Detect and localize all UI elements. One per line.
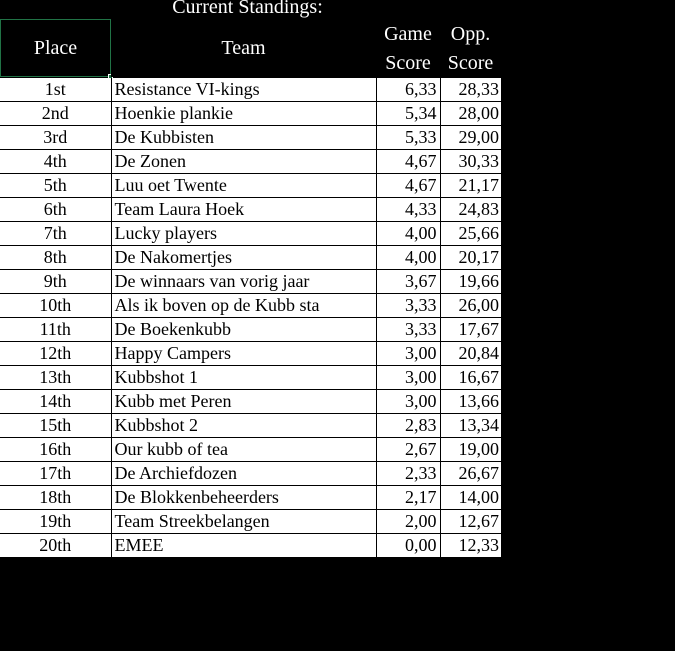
table-row: [0, 318, 501, 342]
place-cell[interactable]: 14th: [0, 390, 111, 414]
table-row: [0, 222, 501, 246]
header-place-cell[interactable]: [0, 19, 111, 77]
team-cell[interactable]: De Blokkenbeheerders: [111, 486, 376, 510]
standings-body: [0, 78, 501, 558]
game-score-cell[interactable]: 5,33: [376, 126, 440, 150]
game-score-cell[interactable]: 4,00: [376, 222, 440, 246]
game-score-cell[interactable]: 0,00: [376, 534, 440, 558]
header-place-label: Place: [33, 36, 78, 59]
game-score-cell[interactable]: 3,00: [376, 390, 440, 414]
table-row: [0, 510, 501, 534]
team-cell[interactable]: Kubbshot 1: [111, 366, 376, 390]
opp-score-cell[interactable]: 28,00: [440, 102, 501, 126]
game-score-cell[interactable]: 2,83: [376, 414, 440, 438]
team-cell[interactable]: Als ik boven op de Kubb sta: [111, 294, 376, 318]
game-score-cell[interactable]: 4,00: [376, 246, 440, 270]
opp-score-cell[interactable]: 13,34: [440, 414, 501, 438]
team-cell[interactable]: Team Streekbelangen: [111, 510, 376, 534]
game-score-cell[interactable]: 5,34: [376, 102, 440, 126]
team-cell[interactable]: Team Laura Hoek: [111, 198, 376, 222]
header-game-score-cell[interactable]: [376, 20, 440, 78]
opp-score-cell[interactable]: 26,67: [440, 462, 501, 486]
standings-table: [0, 78, 501, 558]
table-row: [0, 102, 501, 126]
table-row: [0, 366, 501, 390]
team-cell[interactable]: Kubb met Peren: [111, 390, 376, 414]
opp-score-cell[interactable]: 28,33: [440, 78, 501, 102]
opp-score-cell[interactable]: 20,84: [440, 342, 501, 366]
game-score-cell[interactable]: 3,67: [376, 270, 440, 294]
game-score-cell[interactable]: 2,00: [376, 510, 440, 534]
opp-score-cell[interactable]: 13,66: [440, 390, 501, 414]
opp-score-cell[interactable]: 12,33: [440, 534, 501, 558]
table-row: [0, 78, 501, 102]
header-opp-score-line2: Score: [447, 52, 494, 74]
opp-score-cell[interactable]: 12,67: [440, 510, 501, 534]
team-cell[interactable]: De Boekenkubb: [111, 318, 376, 342]
place-cell[interactable]: 8th: [0, 246, 111, 270]
place-cell[interactable]: 18th: [0, 486, 111, 510]
team-cell[interactable]: Luu oet Twente: [111, 174, 376, 198]
game-score-cell[interactable]: 3,00: [376, 342, 440, 366]
place-cell[interactable]: 9th: [0, 270, 111, 294]
place-cell[interactable]: 5th: [0, 174, 111, 198]
team-cell[interactable]: EMEE: [111, 534, 376, 558]
opp-score-cell[interactable]: 29,00: [440, 126, 501, 150]
table-row: [0, 462, 501, 486]
game-score-cell[interactable]: 4,67: [376, 174, 440, 198]
place-cell[interactable]: 10th: [0, 294, 111, 318]
place-cell[interactable]: 16th: [0, 438, 111, 462]
opp-score-cell[interactable]: 14,00: [440, 486, 501, 510]
header-game-score-line1: Game: [384, 23, 432, 45]
table-row: [0, 414, 501, 438]
place-cell[interactable]: 20th: [0, 534, 111, 558]
game-score-cell[interactable]: 2,17: [376, 486, 440, 510]
table-row: [0, 126, 501, 150]
header-opp-score-line1: Opp.: [450, 23, 491, 45]
team-cell[interactable]: De winnaars van vorig jaar: [111, 270, 376, 294]
table-row: [0, 486, 501, 510]
header-game-score-line2: Score: [385, 52, 431, 74]
table-row: [0, 174, 501, 198]
place-cell[interactable]: 17th: [0, 462, 111, 486]
game-score-cell[interactable]: 4,33: [376, 198, 440, 222]
header-team-cell[interactable]: [111, 19, 376, 77]
opp-score-cell[interactable]: 30,33: [440, 150, 501, 174]
place-cell[interactable]: 6th: [0, 198, 111, 222]
team-cell[interactable]: De Nakomertjes: [111, 246, 376, 270]
place-cell[interactable]: 15th: [0, 414, 111, 438]
team-cell[interactable]: Resistance VI-kings: [111, 78, 376, 102]
sheet-title[interactable]: Current Standings:: [172, 0, 323, 18]
place-cell[interactable]: 7th: [0, 222, 111, 246]
header-team-label: Team: [221, 36, 266, 59]
team-cell[interactable]: Our kubb of tea: [111, 438, 376, 462]
place-cell[interactable]: 19th: [0, 510, 111, 534]
team-cell[interactable]: De Zonen: [111, 150, 376, 174]
table-row: [0, 246, 501, 270]
team-cell[interactable]: Hoenkie plankie: [111, 102, 376, 126]
opp-score-cell[interactable]: 20,17: [440, 246, 501, 270]
opp-score-cell[interactable]: 21,17: [440, 174, 501, 198]
opp-score-cell[interactable]: 19,00: [440, 438, 501, 462]
header-opp-score-cell[interactable]: [440, 20, 501, 78]
place-cell[interactable]: 3rd: [0, 126, 111, 150]
game-score-cell[interactable]: 2,67: [376, 438, 440, 462]
place-cell[interactable]: 4th: [0, 150, 111, 174]
opp-score-cell[interactable]: 24,83: [440, 198, 501, 222]
table-row: [0, 438, 501, 462]
opp-score-cell[interactable]: 19,66: [440, 270, 501, 294]
table-row: [0, 198, 501, 222]
place-cell[interactable]: 12th: [0, 342, 111, 366]
opp-score-cell[interactable]: 26,00: [440, 294, 501, 318]
table-row: [0, 150, 501, 174]
game-score-cell[interactable]: 4,67: [376, 150, 440, 174]
team-cell[interactable]: Happy Campers: [111, 342, 376, 366]
table-row: [0, 270, 501, 294]
opp-score-cell[interactable]: 25,66: [440, 222, 501, 246]
place-cell[interactable]: 1st: [0, 78, 111, 102]
table-row: [0, 342, 501, 366]
game-score-cell[interactable]: 2,33: [376, 462, 440, 486]
place-cell[interactable]: 13th: [0, 366, 111, 390]
team-cell[interactable]: Lucky players: [111, 222, 376, 246]
game-score-cell[interactable]: 3,33: [376, 318, 440, 342]
opp-score-cell[interactable]: 16,67: [440, 366, 501, 390]
game-score-cell[interactable]: 6,33: [376, 78, 440, 102]
table-row: [0, 390, 501, 414]
game-score-cell[interactable]: 3,33: [376, 294, 440, 318]
table-row: [0, 294, 501, 318]
table-row: [0, 534, 501, 558]
opp-score-cell[interactable]: 17,67: [440, 318, 501, 342]
place-cell[interactable]: 11th: [0, 318, 111, 342]
game-score-cell[interactable]: 3,00: [376, 366, 440, 390]
team-cell[interactable]: De Kubbisten: [111, 126, 376, 150]
team-cell[interactable]: Kubbshot 2: [111, 414, 376, 438]
place-cell[interactable]: 2nd: [0, 102, 111, 126]
team-cell[interactable]: De Archiefdozen: [111, 462, 376, 486]
